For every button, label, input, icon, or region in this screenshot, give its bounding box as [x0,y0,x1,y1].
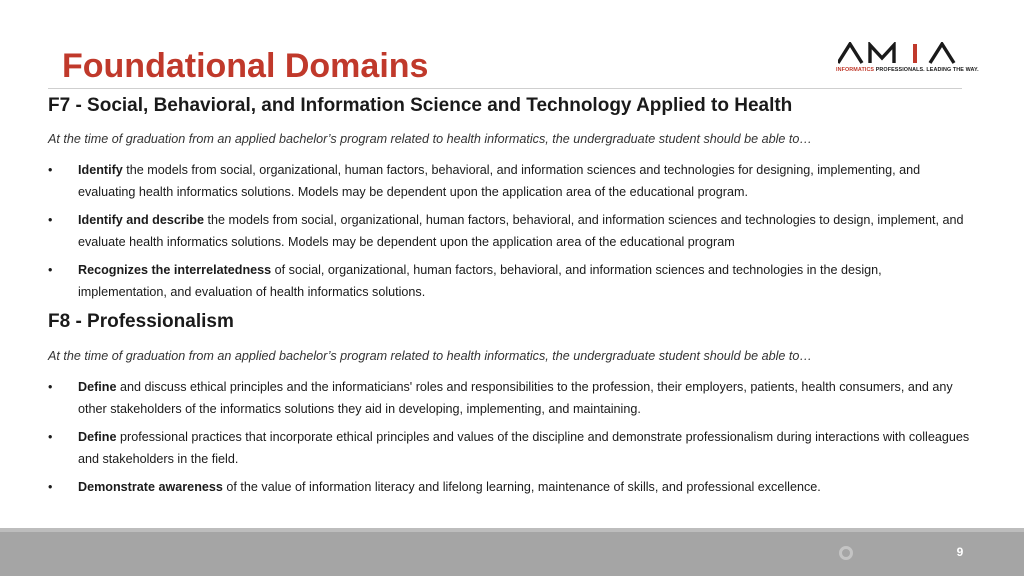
section-heading-f7: F7 - Social, Behavioral, and Information Science and Technology Applied to Health [48,95,793,116]
section-intro-f7: At the time of graduation from an applied bachelor’s program related to health informatics, the undergraduate student should be able to… [48,132,813,146]
bullet-icon: • [48,163,53,177]
bullet-icon: • [48,430,53,444]
bullet-icon: • [48,480,53,494]
page-title: Foundational Domains [62,47,429,85]
list-item: • Define and discuss ethical principles and the informaticians' roles and responsibilities to the profession, their employers, patients, health consumers, and any other stakeholders of the informatics solutions they aid in developing, implementing, and maintaining. [48,376,970,420]
title-divider [48,88,962,89]
section-intro-f8: At the time of graduation from an applied bachelor’s program related to health informatics, the undergraduate student should be able to… [48,349,813,363]
amia-logo-icon [838,42,964,64]
list-item: • Define professional practices that incorporate ethical principles and values of the discipline and demonstrate professionalism during interactions with colleagues and stakeholders in the field. [48,426,970,470]
section-heading-f8: F8 - Professionalism [48,311,234,332]
footer-highlight [0,528,1024,532]
bullet-icon: • [48,263,53,277]
bullet-icon: • [48,380,53,394]
page-number: 9 [956,545,964,559]
list-item: • Recognizes the interrelatedness of social, organizational, human factors, behavioral, and information sciences and technologies in the design, implementation, and evaluation of health informatics solutions. [48,259,970,303]
bullet-list-f8 [48,376,970,504]
bullet-icon: • [48,213,53,227]
list-item: • Identify and describe the models from social, organizational, human factors, behavioral, and information sciences and technologies to design, implement, and evaluate health informatics solutions. Models may be dependent upon the application area of the educational program [48,209,970,253]
amia-logo [836,42,979,76]
ring-icon [839,546,853,560]
footer-bar [0,528,1024,576]
list-item: • Identify the models from social, organizational, human factors, behavioral, and information sciences and technologies for designing, implementing, and evaluating health informatics solutions. Models may be dependent upon the application area of the educational program. [48,159,970,203]
logo-tagline: INFORMATICS PROFESSIONALS. LEADING THE WAY. [836,67,979,73]
list-item: • Demonstrate awareness of the value of information literacy and lifelong learning, maintenance of skills, and professional excellence. [48,476,970,498]
bullet-list-f7 [48,159,970,309]
